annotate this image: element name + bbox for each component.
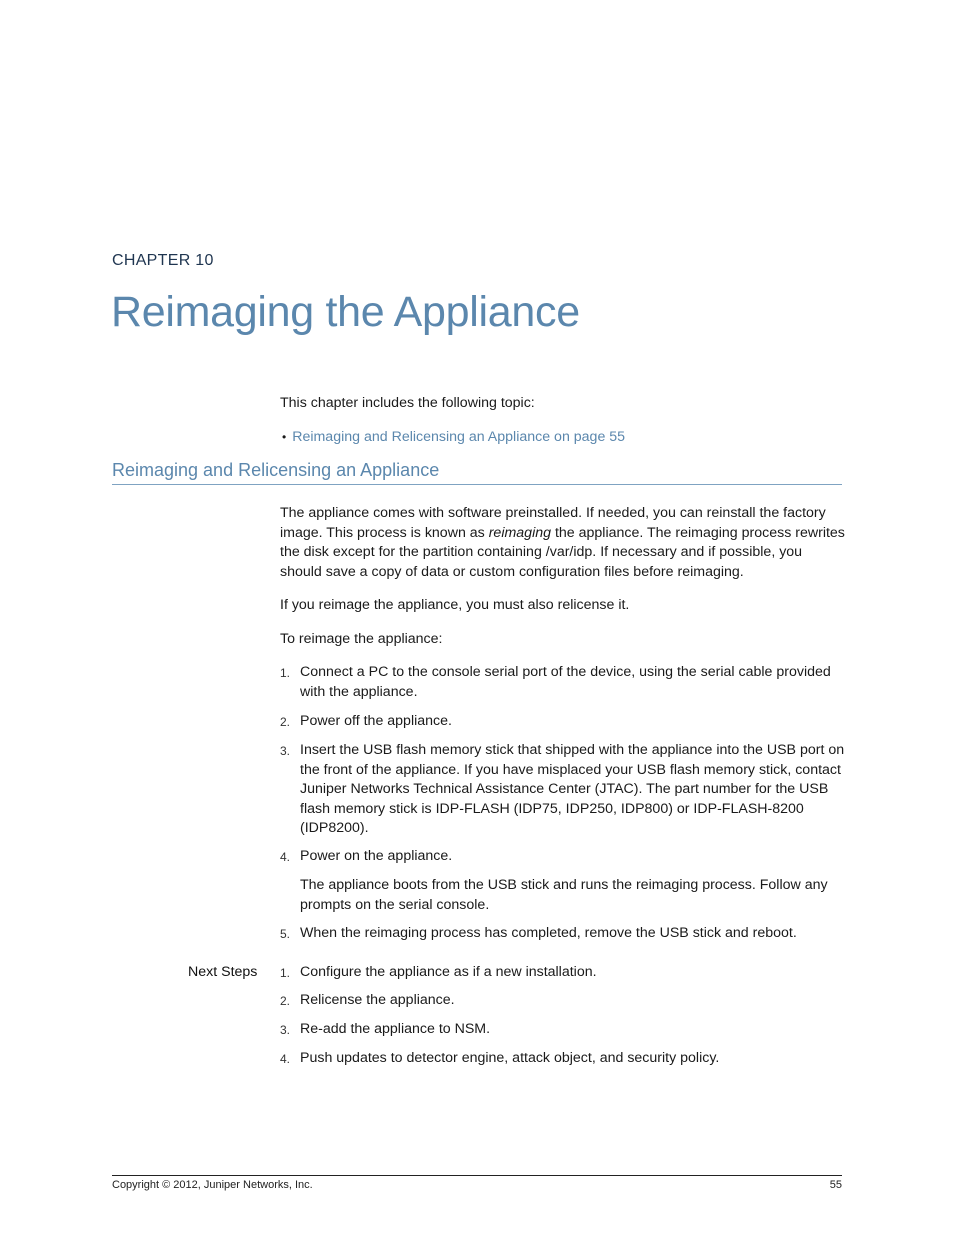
section-heading: Reimaging and Relicensing an Appliance [112, 460, 842, 485]
footer-copyright: Copyright © 2012, Juniper Networks, Inc. [112, 1179, 313, 1191]
step-text: When the reimaging process has completed, remove the USB stick and reboot. [300, 925, 797, 941]
next-step [280, 1020, 845, 1040]
step-followup [280, 876, 845, 915]
section-paragraph-3: To reimage the appliance: [280, 631, 443, 647]
paragraph-text: the appliance. The reimaging process rewrites the disk except for the partition containing /var/idp. If necessary and if possible, you should save a copy of data or custom configuration files before reimaging. [280, 524, 845, 580]
step-text: Power on the appliance. [300, 848, 453, 864]
chapter-label: CHAPTER 10 [112, 252, 214, 269]
step-text: Configure the appliance as if a new installation. [300, 964, 597, 980]
bullet-icon: • [282, 430, 287, 444]
step-text: Connect a PC to the console serial port of the device, using the serial cable provided with the appliance. [300, 664, 831, 700]
toc-link[interactable]: Reimaging and Relicensing an Appliance on page 55 [292, 429, 626, 445]
step-number: 4. [280, 850, 291, 864]
step-followup-text: The appliance boots from the USB stick and runs the reimaging process. Follow any prompts on the serial console. [300, 877, 828, 913]
section-paragraph-1 [280, 504, 845, 582]
step-text: Relicense the appliance. [300, 992, 455, 1008]
section-paragraph-2: If you reimage the appliance, you must also relicense it. [280, 597, 630, 613]
step-text: Re-add the appliance to NSM. [300, 1021, 491, 1037]
step-number: 3. [280, 744, 291, 758]
next-steps-label: Next Steps [188, 964, 258, 980]
toc-item [282, 428, 625, 448]
page-title: Reimaging the Appliance [111, 288, 580, 336]
procedure-step [280, 741, 845, 839]
procedure-step [280, 847, 845, 867]
footer-divider [112, 1175, 842, 1176]
step-number: 2. [280, 715, 291, 729]
next-step [280, 963, 845, 983]
step-text: Insert the USB flash memory stick that shipped with the appliance into the USB port on the front of the appliance. If you have misplaced your USB flash memory stick, contact Juniper Networks Technical Assistance Center (JTAC). The part number for the USB flash memory stick is IDP-FLASH (IDP75, IDP250, IDP800) or IDP-FLASH-8200 (IDP8200). [300, 742, 845, 837]
step-number: 4. [280, 1052, 291, 1066]
procedure-step [280, 663, 845, 702]
next-step [280, 991, 845, 1011]
intro-text: This chapter includes the following topic: [280, 395, 535, 411]
procedure-step [280, 712, 845, 732]
step-text: Power off the appliance. [300, 713, 452, 729]
step-number: 3. [280, 1023, 291, 1037]
step-number: 2. [280, 994, 291, 1008]
procedure-step [280, 924, 845, 944]
step-number: 5. [280, 927, 291, 941]
next-step [280, 1049, 845, 1069]
step-number: 1. [280, 666, 291, 680]
paragraph-text: The appliance comes with software preinstalled. If needed, you can reinstall the factory image. This process is known as [280, 505, 826, 541]
step-text: Push updates to detector engine, attack object, and security policy. [300, 1050, 720, 1066]
step-number: 1. [280, 966, 291, 980]
emphasis-term: reimaging [488, 524, 552, 541]
page-number: 55 [829, 1179, 842, 1191]
